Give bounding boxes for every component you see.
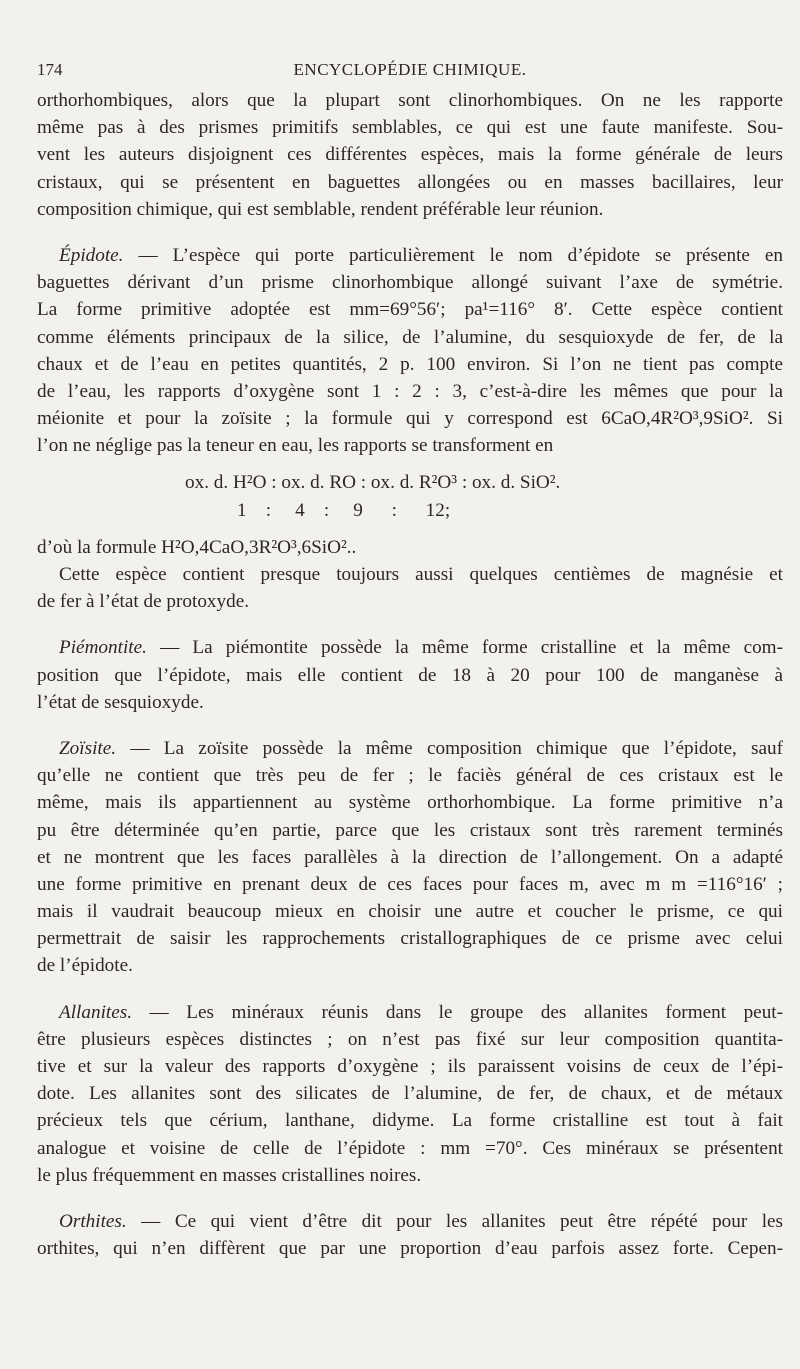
text-line: permettrait de saisir les rapprochements cristallographiques de ce prisme avec celui: [37, 928, 783, 950]
piemontite-section: [37, 634, 783, 716]
text-line: composition chimique, qui est semblable, rendent préférable leur réunion.: [37, 198, 604, 220]
section-first-line-text: — La zoïsite possède la même composition chimique que l’épidote, sauf: [130, 737, 783, 759]
section-first-line-text: — Les minéraux réunis dans le groupe des allanites forment peut-: [149, 1001, 783, 1023]
allanites-section: [37, 999, 783, 1189]
text-line: précieux tels que cérium, lanthane, didyme. La forme cristalline est tout à fait: [37, 1110, 783, 1132]
formula-gap: [37, 459, 783, 469]
text-line: baguettes dérivant d’un prisme clinorhombique allongé suivant l’axe de symétrie.: [37, 272, 783, 294]
text-line: Cette espèce contient presque toujours aussi quelques centièmes de magnésie et: [59, 564, 783, 585]
text-line: même, mais ils appartiennent au système orthorhombique. La forme primitive n’a: [37, 792, 783, 814]
section-first-line: [37, 1208, 783, 1235]
running-title: ENCYCLOPÉDIE CHIMIQUE.: [293, 60, 527, 79]
zoisite-section: [37, 735, 783, 980]
formula-row-oxygen-ratios: 1 : 4 : 9 : 12;: [237, 499, 451, 521]
page-body: [37, 87, 783, 1262]
text-line: même pas à des prismes primitifs semblables, ce qui est une faute manifeste. Sou-: [37, 117, 783, 139]
formula-gap: [37, 524, 783, 534]
text-line: être plusieurs espèces distinctes ; on n’est pas fixé sur leur composition quantita-: [37, 1028, 783, 1050]
paragraph-gap: [37, 980, 783, 999]
text-line: mais il vaudrait beaucoup mieux en choisir une autre et coucher le prisme, ce qui: [37, 901, 783, 923]
text-line: méionite et pour la zoïsite ; la formule qui y correspond est 6CaO,4R²O³,9SiO². Si: [37, 408, 783, 430]
text-line: qu’elle ne contient que très peu de fer ; le faciès général de ces cristaux est le: [37, 765, 783, 787]
text-line: de l’épidote.: [37, 955, 133, 977]
page-header: [37, 60, 783, 86]
text-line: le plus fréquemment en masses cristallines noires.: [37, 1164, 422, 1186]
text-line: vent les auteurs disjoignent ces différentes espèces, mais la forme générale de leurs: [37, 144, 783, 166]
section-term-zoisite: Zoïsite.: [59, 737, 117, 759]
text-line: analogue et voisine de celle de l’épidote : mm =70°. Ces minéraux se présentent: [37, 1137, 783, 1159]
intro-paragraph: [37, 87, 783, 223]
section-first-line: [37, 999, 783, 1026]
text-line: tive et sur la valeur des rapports d’oxygène ; ils paraissent voisins de ceux de l’épi-: [37, 1056, 783, 1077]
text-line: chaux et de l’eau en petites quantités, 2 p. 100 environ. Si l’on ne tient pas compte: [37, 353, 783, 375]
text-line: comme éléments principaux de la silice, de l’alumine, du sesquioxyde de fer, de la: [37, 326, 783, 348]
text-line: orthites, qui n’en diffèrent que par une proportion d’eau parfois assez forte. Cepen-: [37, 1238, 783, 1260]
text-line: cristaux, qui se présentent en baguettes allongées ou en masses bacillaires, leur: [37, 171, 783, 193]
section-first-line-text: — La piémontite possède la même forme cristalline et la même com-: [160, 637, 783, 659]
section-term-allanites: Allanites.: [59, 1001, 133, 1023]
section-term-orthites: Orthites.: [59, 1210, 127, 1232]
section-term-epidote: Épidote.: [59, 244, 124, 266]
text-line: orthorhombiques, alors que la plupart sont clinorhombiques. On ne les rapporte: [37, 90, 783, 111]
text-line: dote. Les allanites sont des silicates de l’alumine, de fer, de chaux, et de métaux: [37, 1083, 783, 1105]
section-first-line: [37, 735, 783, 762]
page-number: 174: [37, 60, 63, 79]
text-line: La forme primitive adoptée est mm=69°56′; pa¹=116° 8′. Cette espèce contient: [37, 299, 783, 321]
text-line: une forme primitive en prenant deux de ces faces pour faces m, avec m m =116°16′ ;: [37, 873, 783, 895]
paragraph-gap: [37, 716, 783, 735]
text-line: d’où la formule H²O,4CaO,3R²O³,6SiO²..: [37, 536, 357, 558]
text-line: de l’eau, les rapports d’oxygène sont 1 : 2 : 3, c’est-à-dire les mêmes que pour la: [37, 380, 783, 402]
text-line: pu être déterminée qu’en partie, parce que les cristaux sont très rarement terminés: [37, 819, 783, 841]
section-first-line-text: — Ce qui vient d’être dit pour les allanites peut être répété pour les: [141, 1210, 783, 1232]
text-line: l’on ne néglige pas la teneur en eau, les rapports se transforment en: [37, 435, 554, 457]
paragraph-gap: [37, 223, 783, 242]
section-first-line: [37, 634, 783, 661]
section-first-line-text: — L’espèce qui porte particulièrement le nom d’épidote se présente en: [138, 244, 783, 266]
paragraph-gap: [37, 615, 783, 634]
paragraph-gap: [37, 1189, 783, 1208]
text-line: l’état de sesquioxyde.: [37, 691, 204, 713]
text-line: de fer à l’état de protoxyde.: [37, 591, 250, 613]
formula-row-oxygen-labels: ox. d. H²O : ox. d. RO : ox. d. R²O³ : ox. d. SiO².: [185, 472, 561, 494]
orthites-section: [37, 1208, 783, 1262]
section-first-line: [37, 242, 783, 269]
section-term-piemontite: Piémontite.: [59, 637, 147, 659]
epidote-section: [37, 242, 783, 615]
text-line: et ne montrent que les faces parallèles à la direction de l’allongement. On a adapté: [37, 846, 783, 868]
text-line: position que l’épidote, mais elle contient de 18 à 20 pour 100 de manganèse à: [37, 664, 783, 686]
